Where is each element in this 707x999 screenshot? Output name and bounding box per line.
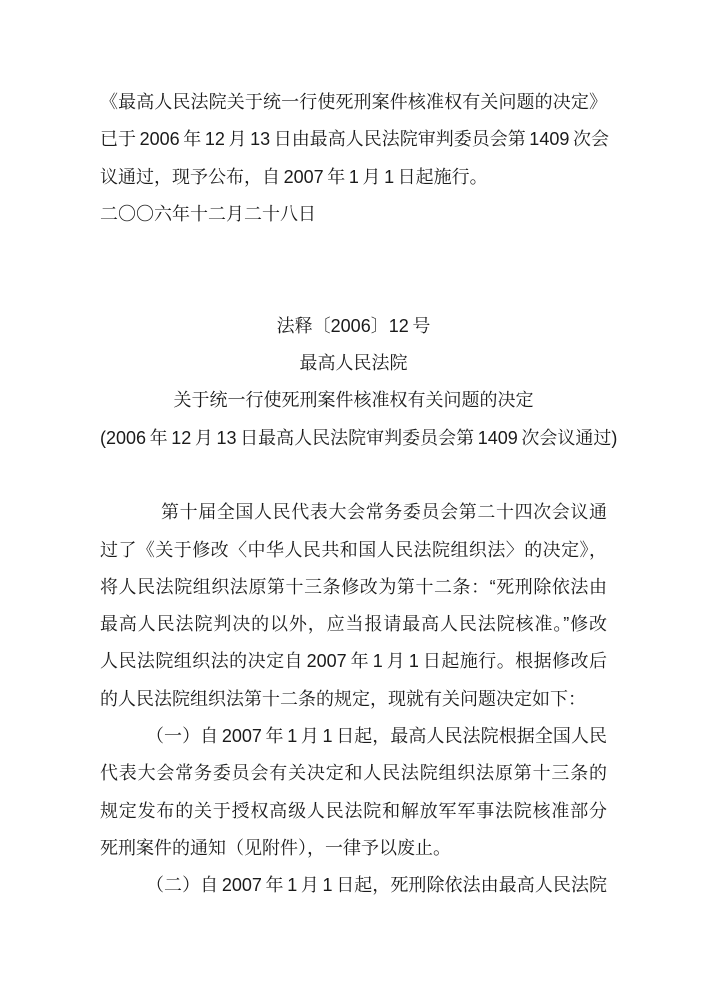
item1-line-4: 死刑案件的通知（见附件），一律予以废止。 [100,837,451,858]
blank-line [100,457,607,494]
announcement-line-1: 《最高人民法院关于统一行使死刑案件核准权有关问题的决定》 [100,92,607,112]
adoption-note-line: (2006 年 12 月 13 日最高人民法院审判委员会第 1409 次会议通过) [100,427,618,448]
intro-line-1: 第十届全国人民代表大会常务委员会第二十四次会议通 [161,502,607,523]
date-line: 二〇〇六年十二月二十八日 [100,203,316,224]
blank-line [100,233,607,270]
intro-line-2: 过了《关于修改〈中华人民共和国人民法院组织法〉的决定》， [100,539,607,560]
announcement-line-3: 议通过，现予公布，自 2007 年 1 月 1 日起施行。 [100,166,488,187]
intro-line-6: 的人民法院组织法第十二条的规定，现就有关问题决定如下： [100,688,586,709]
item1-line-1: （一）自 2007 年 1 月 1 日起，最高人民法院根据全国人民 [146,726,607,747]
blank-line [100,270,607,307]
doc-number-line: 法释〔2006〕12 号 [276,315,431,336]
issuer-line: 最高人民法院 [299,353,408,374]
item2-line-1: （二）自 2007 年 1 月 1 日起，死刑除依法由最高人民法院 [146,875,607,896]
intro-line-4: 最高人民法院判决的以外，应当报请最高人民法院核准。”修改 [100,614,607,635]
intro-line-3: 将人民法院组织法原第十三条修改为第十二条：“死刑除依法由 [100,576,607,597]
item1-line-3: 规定发布的关于授权高级人民法院和解放军军事法院核准部分 [100,800,607,821]
announcement-line-2: 已于 2006 年 12 月 13 日由最高人民法院审判委员会第 1409 次会 [100,129,609,150]
intro-line-5: 人民法院组织法的决定自 2007 年 1 月 1 日起施行。根据修改后 [100,651,607,672]
item1-line-2: 代表大会常务委员会有关决定和人民法院组织法原第十三条的 [100,763,607,784]
doc-title-line: 关于统一行使死刑案件核准权有关问题的决定 [173,390,534,411]
